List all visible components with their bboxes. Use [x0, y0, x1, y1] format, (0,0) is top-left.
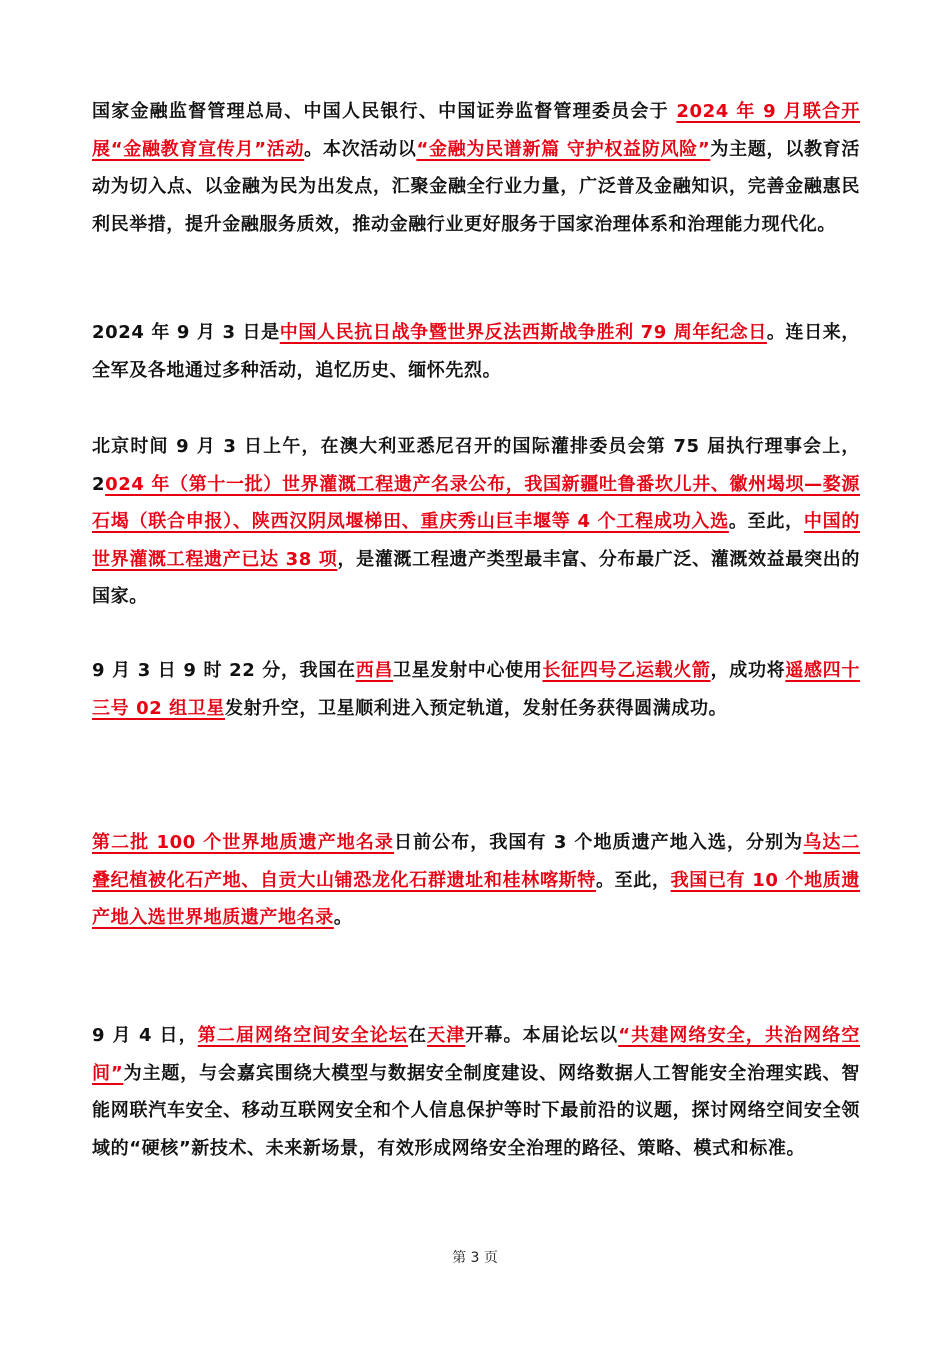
highlighted-text: 长征四号乙运载火箭 — [542, 660, 711, 681]
highlighted-text: 遥感四十三号 02 组卫星 — [92, 660, 860, 719]
body-text: 在 — [407, 1025, 428, 1046]
body-text: 。至此， — [595, 869, 671, 891]
paragraph-victory-day — [92, 314, 860, 389]
highlighted-text: 乌达二叠纪植被化石产地、自贡大山铺恐龙化石群遗址和桂林喀斯特 — [92, 832, 860, 891]
highlighted-text: 中国人民抗日战争暨世界反法西斯战争胜利 79 周年纪念日 — [279, 322, 767, 343]
body-text: 开幕。本届论坛以 — [465, 1025, 619, 1046]
highlighted-text: 西昌 — [355, 660, 394, 681]
body-text: ，成功将 — [710, 660, 786, 681]
body-text: 。连日来，全军及各地通过多种活动，追忆历史、缅怀先烈。 — [92, 322, 861, 381]
highlighted-text: 我国已有 10 个地质遗产地入选世界地质遗产地名录 — [92, 869, 861, 928]
highlighted-text: 中国的世界灌溉工程遗产已达 38 项 — [92, 511, 860, 570]
highlighted-text: “共建网络安全，共治网络空间” — [92, 1025, 860, 1084]
body-text: 2024 年 9 月 3 日是 — [92, 322, 280, 343]
page-number: 第 3 页 — [452, 1250, 498, 1266]
body-text: 国家金融监督管理总局、中国人民银行、中国证券监督管理委员会于 — [92, 101, 677, 122]
highlighted-text: “金融为民谱新篇 守护权益防风险” — [416, 138, 711, 160]
paragraph-satellite-launch — [92, 652, 860, 727]
body-text: ，是灌溉工程遗产类型最丰富、分布最广泛、灌溉效益最突出的国家。 — [92, 548, 860, 607]
highlighted-text: 024 年（第十一批）世界灌溉工程遗产名录公布，我国新疆吐鲁番坎儿井、徽州堨坝—婺源石堨（联合申报）、陕西汉阴凤堰梯田、重庆秀山巨丰堰等 4 个工程成功入选 — [92, 473, 860, 532]
paragraph-irrigation-heritage — [92, 428, 860, 616]
body-text: 日前公布，我国有 3 个地质遗产地入选，分别为 — [394, 832, 804, 853]
body-text: 北京时间 9 月 3 日上午，在澳大利亚悉尼召开的国际灌排委员会第 75 届执行理事会上，2 — [92, 436, 860, 495]
paragraph-geoheritage — [92, 824, 860, 937]
highlighted-text: 2024 年 9 月联合开展“金融教育宣传月”活动 — [92, 101, 860, 160]
body-text: 9 月 3 日 9 时 22 分，我国在 — [92, 660, 356, 681]
body-text: 。 — [333, 907, 353, 928]
paragraph-cyber-forum — [92, 1017, 860, 1167]
highlighted-text: 第二批 100 个世界地质遗产地名录 — [92, 832, 394, 853]
body-text: 为主题，与会嘉宾围绕大模型与数据安全制度建设、网络数据人工智能安全治理实践、智能网联汽车安全、移动互联网安全和个人信息保护等时下最前沿的议题，探讨网络空间安全领域的“硬核”新技术、未来新场景，有效形成网络安全治理的路径、策略、模式和标准。 — [92, 1062, 860, 1159]
body-text: 为主题，以教育活动为切入点、以金融为民为出发点，汇聚金融全行业力量，广泛普及金融知识，完善金融惠民利民举措，提升金融服务质效，推动金融行业更好服务于国家治理体系和治理能力现代化。 — [92, 138, 860, 235]
highlighted-text: 第二届网络空间安全论坛 — [197, 1025, 408, 1046]
paragraph-finance-education — [92, 93, 860, 243]
body-text: 发射升空，卫星顺利进入预定轨道，发射任务获得圆满成功。 — [224, 697, 728, 719]
body-text: 。至此， — [728, 511, 804, 532]
body-text: 卫星发射中心使用 — [393, 660, 543, 681]
body-text: 9 月 4 日， — [92, 1025, 198, 1046]
highlighted-text: 天津 — [427, 1025, 466, 1046]
body-text: 。本次活动以 — [304, 138, 417, 160]
